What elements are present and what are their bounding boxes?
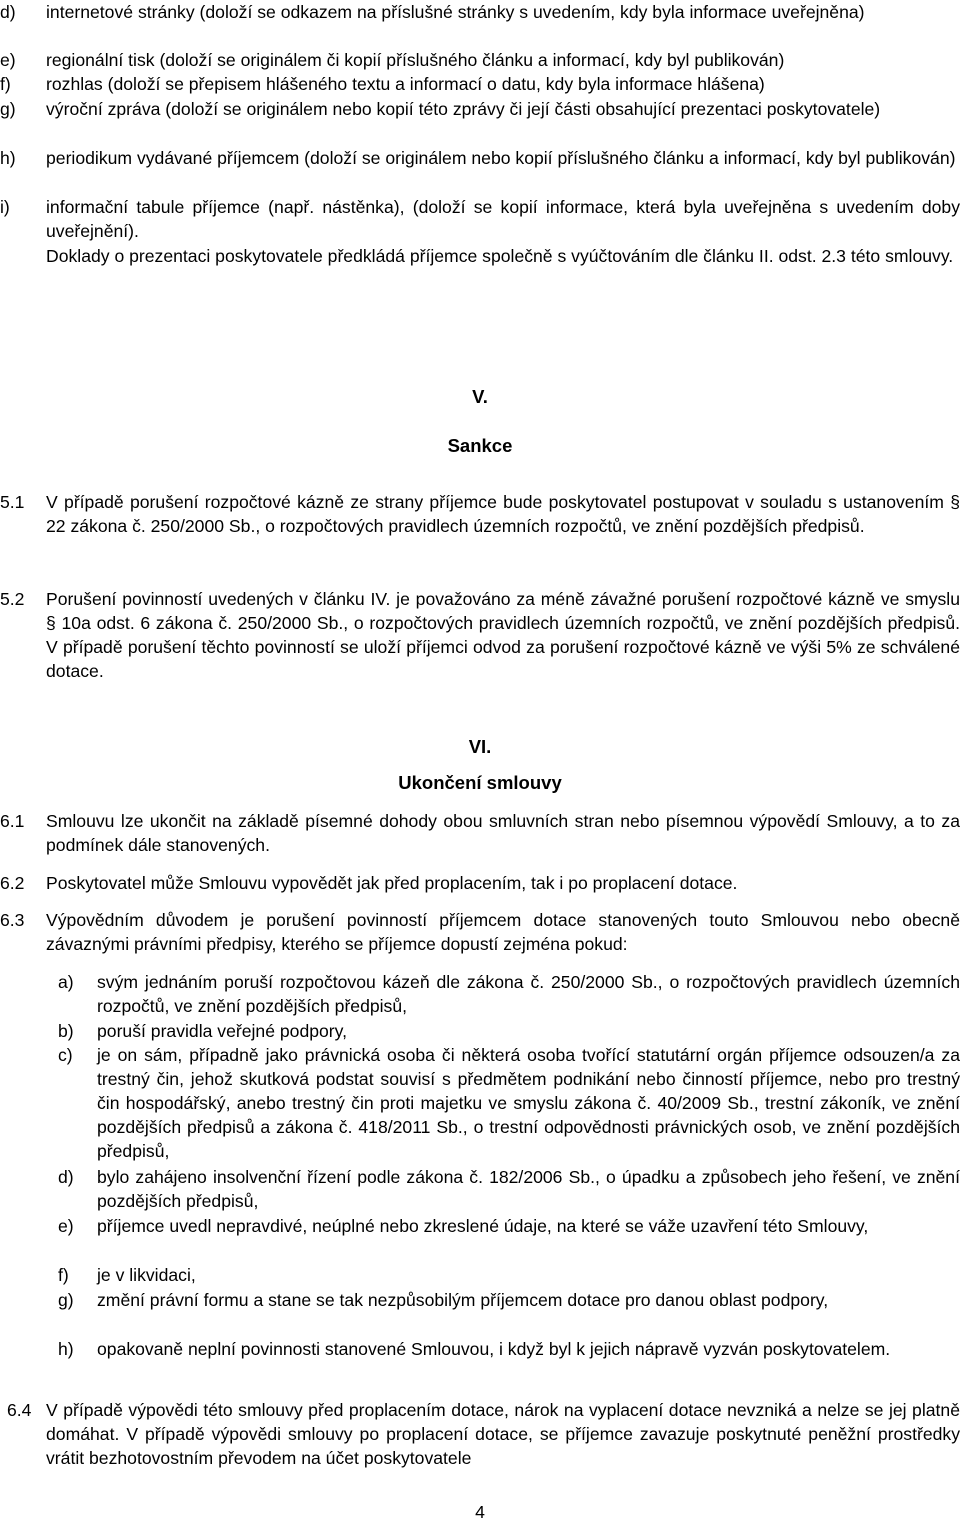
list-item-text: regionální tisk (doloží se originálem či kopií příslušného článku a informací, kdy byl publikován) xyxy=(46,50,785,70)
list-item-text: je v likvidaci, xyxy=(97,1265,196,1285)
list-item-label: g) xyxy=(58,1290,74,1310)
list-item-text: internetové stránky (doloží se odkazem na příslušné stránky s uvedením, kdy byla informace uveřejněna) xyxy=(46,2,865,22)
paragraph-number: 5.1 xyxy=(0,492,25,512)
paragraph-number: 5.2 xyxy=(0,589,25,609)
section-title: Ukončení smlouvy xyxy=(398,772,562,793)
list-item-text: svým jednáním poruší rozpočtovou kázeň dle zákona č. 250/2000 Sb., o rozpočtových pravidlech územních rozpočtů, ve znění pozdějších předpisů, xyxy=(97,972,960,1016)
list-item-label: e) xyxy=(58,1216,74,1236)
list-item-label: i) xyxy=(0,197,10,217)
paragraph-number: 6.2 xyxy=(0,873,25,893)
list-item-text: opakovaně neplní povinnosti stanovené Smlouvou, i když byl k jejich nápravě vyzván poskytovatelem. xyxy=(97,1339,891,1359)
list-item-label: b) xyxy=(58,1021,74,1041)
paragraph-text: Smlouvu lze ukončit na základě písemné dohody obou smluvních stran nebo písemnou výpovědí Smlouvy, a to za podmínek dále stanovených. xyxy=(46,811,960,855)
list-item-label: d) xyxy=(58,1167,74,1187)
paragraph-text: V případě výpovědi této smlouvy před proplacením dotace, nárok na vyplacení dotace nevzniká a nelze se jej platně domáhat. V případě výpovědi smlouvy po proplacení dotace, se příjemce zavazuje poskytnuté peněžní prostředky vrátit bezhotovostním převodem na účet poskytovatele xyxy=(46,1400,960,1468)
list-item-text: informační tabule příjemce (např. nástěnka), (doloží se kopií informace, která byla uveřejněna s uvedením doby uveřejnění). xyxy=(46,197,960,241)
page-number: 4 xyxy=(475,1502,485,1522)
section-title: Sankce xyxy=(447,435,513,456)
list-item-label: g) xyxy=(0,99,16,119)
list-item-text: je on sám, případně jako právnická osoba či některá osoba tvořící statutární orgán příjemce odsouzen/a za trestný čin, jehož skutková podstat souvisí s předmětem podnikání nebo činností příjemce, nebo pro trestný čin hospodářský, anebo trestný čin proti majetku ve smyslu zákona č. 40/2009 Sb., trestní zákoník, ve znění pozdějších předpisů a zákona č. 418/2011 Sb., o trestní odpovědnosti právnických osob, ve znění pozdějších předpisů, xyxy=(97,1045,960,1161)
list-item-label: h) xyxy=(58,1339,74,1359)
doklady-note: Doklady o prezentaci poskytovatele předkládá příjemce společně s vyúčtováním dle článku II. odst. 2.3 této smlouvy. xyxy=(46,246,954,266)
list-item-label: e) xyxy=(0,50,16,70)
paragraph-text: Výpovědním důvodem je porušení povinností příjemcem dotace stanovených touto Smlouvou nebo obecně závaznými právními předpisy, kterého se příjemce dopustí zejména pokud: xyxy=(46,910,960,954)
paragraph-number: 6.4 xyxy=(7,1400,32,1420)
list-item-text: výroční zpráva (doloží se originálem nebo kopií této zprávy či její části obsahující prezentaci poskytovatele) xyxy=(46,99,881,119)
paragraph-text: Poskytovatel může Smlouvu vypovědět jak před proplacením, tak i po proplacení dotace. xyxy=(46,873,738,893)
list-item-label: f) xyxy=(0,74,11,94)
section-number: V. xyxy=(472,386,488,407)
paragraph-text: Porušení povinností uvedených v článku IV. je považováno za méně závažné porušení rozpočtové kázně ve smyslu § 10a odst. 6 zákona č. 250/2000 Sb., o rozpočtových pravidlech územních rozpočtů, ve znění pozdějších předpisů. V případě porušení těchto povinností se uloží příjemci odvod za porušení rozpočtové kázně ve výši 5% ze schválené dotace. xyxy=(46,589,960,681)
list-item-label: d) xyxy=(0,2,16,22)
list-item-text: periodikum vydávané příjemcem (doloží se originálem nebo kopií příslušného článku a informací, kdy byl publikován) xyxy=(46,148,956,168)
list-item-text: rozhlas (doloží se přepisem hlášeného textu a informací o datu, kdy byla informace hlášena) xyxy=(46,74,765,94)
paragraph-number: 6.3 xyxy=(0,910,25,930)
section-number: VI. xyxy=(468,736,492,757)
paragraph-number: 6.1 xyxy=(0,811,25,831)
list-item-label: f) xyxy=(58,1265,69,1285)
list-item-text: bylo zahájeno insolvenční řízení podle zákona č. 182/2006 Sb., o úpadku a způsobech jeho řešení, ve znění pozdějších předpisů, xyxy=(97,1167,960,1211)
list-item-label: c) xyxy=(58,1045,73,1065)
paragraph-text: V případě porušení rozpočtové kázně ze strany příjemce bude poskytovatel postupovat v souladu s ustanovením § 22 zákona č. 250/2000 Sb., o rozpočtových pravidlech územních rozpočtů, ve znění pozdějších předpisů. xyxy=(46,492,960,536)
list-item-text: poruší pravidla veřejné podpory, xyxy=(97,1021,348,1041)
list-item-text: příjemce uvedl nepravdivé, neúplné nebo zkreslené údaje, na které se váže uzavření této Smlouvy, xyxy=(97,1216,869,1236)
list-item-label: h) xyxy=(0,148,16,168)
list-item-label: a) xyxy=(58,972,74,992)
list-item-text: změní právní formu a stane se tak nezpůsobilým příjemcem dotace pro danou oblast podpory, xyxy=(97,1290,829,1310)
